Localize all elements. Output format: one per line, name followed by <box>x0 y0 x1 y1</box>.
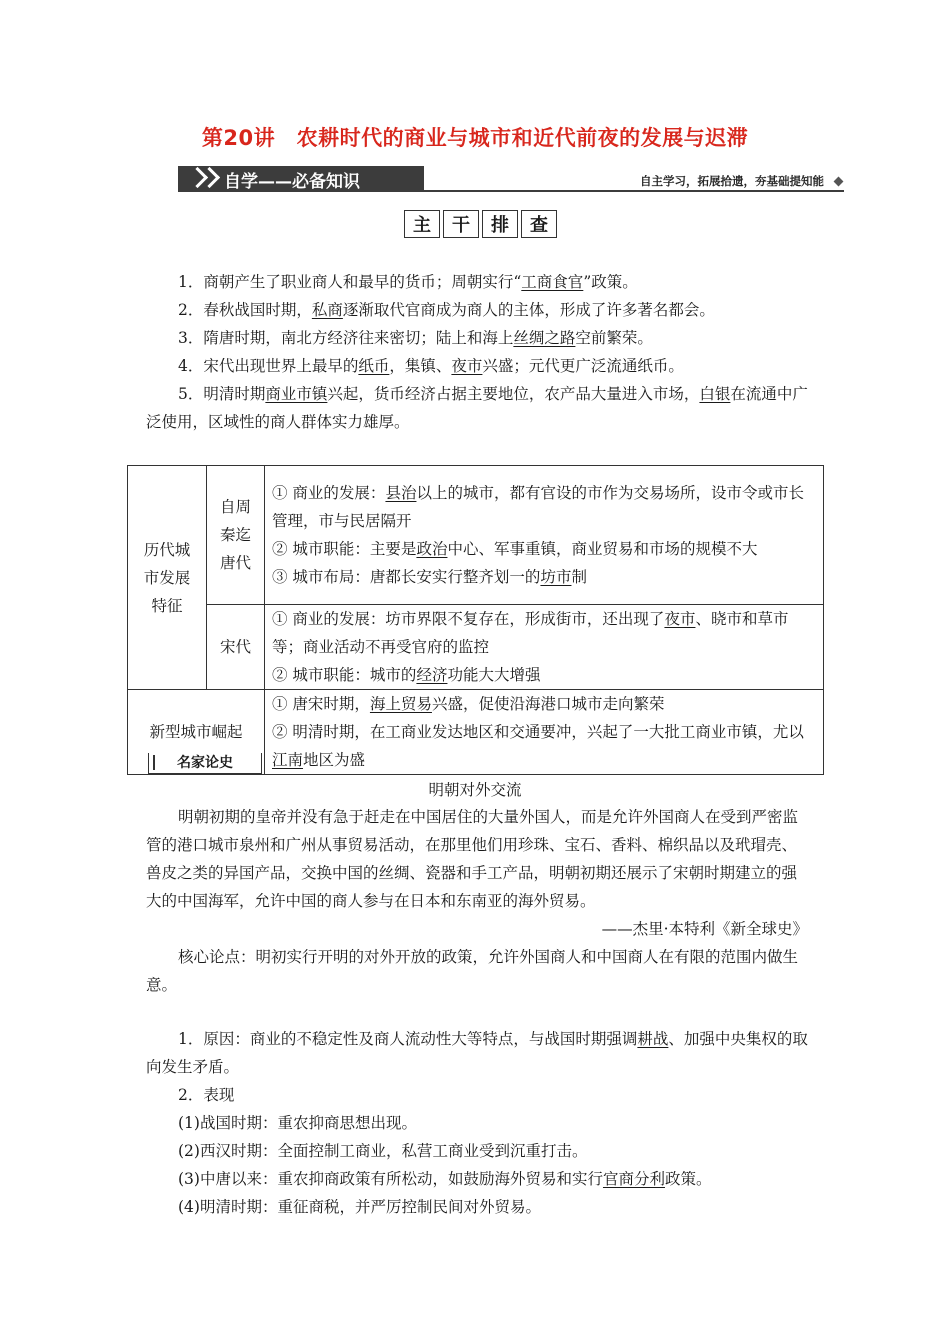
policy-performance-title: 2．表现 <box>178 1086 235 1104</box>
content-cell: ① 唐宋时期，海上贸易兴盛，促使沿海港口城市走向繁荣 ② 明清时期，在工商业发达地区和交通要冲，兴起了一大批工商业市镇，尤以江南地区为盛 <box>265 690 824 775</box>
policy-item: (3)中唐以来：重农抑商政策有所松动，如鼓励海外贸易和实行官商分利政策。 <box>178 1170 712 1188</box>
point-3: 3．隋唐时期，南北方经济往来密切；陆上和海上丝绸之路空前繁荣。 <box>178 329 653 347</box>
banner-rule <box>424 190 844 192</box>
section-heading-zhuganpaicha <box>404 210 560 238</box>
heading-char: 干 <box>443 210 479 238</box>
heading-char: 排 <box>482 210 518 238</box>
period-cell: 宋代 <box>207 605 265 690</box>
table-row <box>128 605 824 690</box>
row-header: 历代城市发展特征 <box>128 466 207 690</box>
banner-title: 自学——必备知识 <box>224 172 360 192</box>
section-banner <box>178 166 846 194</box>
diamond-icon <box>834 177 844 187</box>
quote-source: ——杰里·本特利《新全球史》 <box>601 920 808 938</box>
point-2: 2．春秋战国时期，私商逐渐取代官商成为商人的主体，形成了许多著名都会。 <box>178 301 715 319</box>
quote-heading: 明朝对外交流 <box>428 781 522 799</box>
page-title: 第20讲 农耕时代的商业与城市和近代前夜的发展与迟滞 <box>201 126 749 150</box>
banner-subtitle: 自主学习，拓展拾遗，夯基础提知能 <box>640 174 824 188</box>
policy-item: (1)战国时期：重农抑商思想出现。 <box>178 1114 417 1132</box>
point-1: 1．商朝产生了职业商人和最早的货币；周朝实行“工商食官”政策。 <box>178 273 638 291</box>
heading-char: 查 <box>521 210 557 238</box>
period-cell: 自周秦迄唐代 <box>207 466 265 605</box>
policy-item: (2)西汉时期：全面控制工商业，私营工商业受到沉重打击。 <box>178 1142 588 1160</box>
core-argument: 核心论点：明初实行开明的对外开放的政策，允许外国商人和中国商人在有限的范围内做生意。 <box>146 948 799 994</box>
policy-item: (4)明清时期：重征商税，并严厉控制民间对外贸易。 <box>178 1198 541 1216</box>
point-4: 4．宋代出现世界上最早的纸币，集镇、夜市兴盛；元代更广泛流通纸币。 <box>178 357 684 375</box>
point-5: 5．明清时期商业市镇兴起，货币经济占据主要地位，农产品大量进入市场，白银在流通中广泛使用，区域性的商人群体实力雄厚。 <box>146 385 808 431</box>
row-header: 新型城市崛起 <box>128 690 265 775</box>
content-cell: ① 商业的发展：坊市界限不复存在，形成街市，还出现了夜市、晓市和草市等；商业活动不再受官府的监控 ② 城市职能：城市的经济功能大大增强 <box>265 605 824 690</box>
heading-char: 主 <box>404 210 440 238</box>
banner-bar <box>178 166 424 192</box>
chevron-right-icon <box>199 167 220 188</box>
mingjia-label: 名家论史 <box>148 753 262 774</box>
table-row <box>128 466 824 605</box>
city-development-table <box>127 465 824 775</box>
policy-reason: 1．原因：商业的不稳定性及商人流动性大等特点，与战国时期强调耕战、加强中央集权的取向发生矛盾。 <box>146 1030 808 1076</box>
content-cell: ① 商业的发展：县治以上的城市，都有官设的市作为交易场所，设市令或市长管理，市与民居隔开 ② 城市职能：主要是政治中心、军事重镇，商业贸易和市场的规模不大 ③ 城市布局：唐都长安实行整齐划一的坊市制 <box>265 466 824 605</box>
quote-body: 明朝初期的皇帝并没有急于赶走在中国居住的大量外国人，而是允许外国商人在受到严密监管的港口城市泉州和广州从事贸易活动，在那里他们用珍珠、宝石、香料、棉织品以及玳瑁壳、兽皮之类的异国产品，交换中国的丝绸、瓷器和手工产品，明朝初期还展示了宋朝时期建立的强大的中国海军，允许中国的商人参与在日本和东南亚的海外贸易。 <box>146 808 799 910</box>
